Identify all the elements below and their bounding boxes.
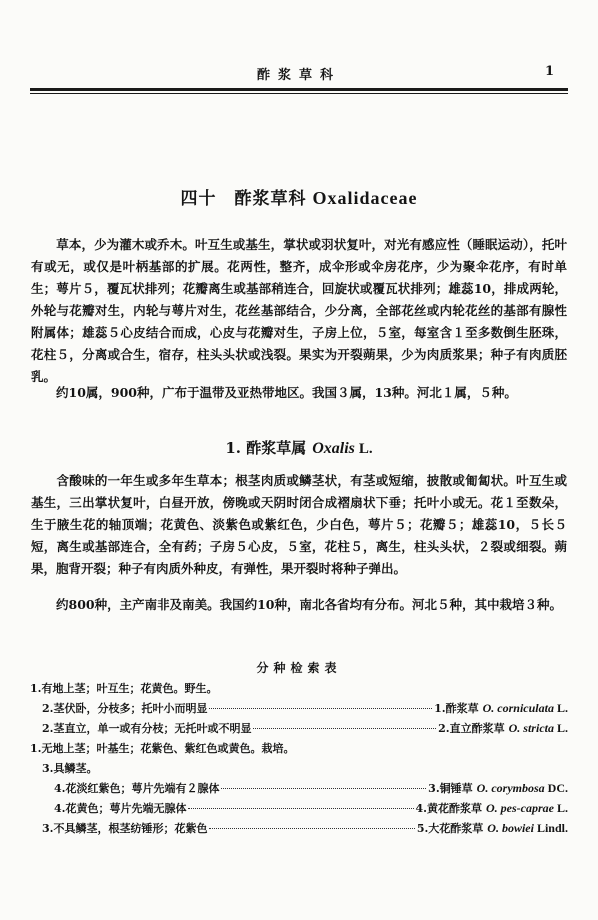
family-heading-cn: 四十 酢浆草科 <box>180 189 307 209</box>
key-result <box>417 820 568 836</box>
key-row <box>54 780 568 800</box>
key-lead: 3.不具鳞茎，根茎纺锤形；花紫色 <box>42 822 208 835</box>
species-name-latin: O. corniculata <box>482 701 554 715</box>
species-author: L. <box>556 701 568 715</box>
key-result <box>416 800 568 816</box>
leader-dots <box>253 728 436 729</box>
key-result <box>438 720 568 736</box>
key-lead: 1.有地上茎；叶互生；花黄色。野生。 <box>30 682 218 695</box>
species-author: Lindl. <box>536 821 568 835</box>
key-row <box>54 800 568 820</box>
key-row <box>30 680 217 700</box>
page-number: 1 <box>544 64 554 79</box>
header-rule-thick <box>30 88 568 91</box>
running-header <box>0 64 598 84</box>
leader-dots <box>209 828 414 829</box>
key-row <box>30 740 294 760</box>
key-result <box>428 780 568 796</box>
header-rule-thin <box>30 93 568 94</box>
species-name-cn: 4.黄花酢浆草 <box>415 802 482 815</box>
family-heading <box>0 184 598 209</box>
family-distribution: 约10属，900种，广布于温带及亚热带地区。我国３属，13种。河北１属，５种。 <box>31 385 517 400</box>
family-heading-latin: Oxalidaceae <box>312 188 418 208</box>
running-title: 酢浆草科 <box>256 68 341 83</box>
key-row <box>42 700 568 720</box>
species-name-cn: 2.直立酢浆草 <box>438 722 505 735</box>
key-lead: 2.茎伏卧，分枝多；托叶小而明显 <box>42 702 208 715</box>
key-row <box>42 720 568 740</box>
key-lead: 4.花淡红紫色；萼片先端有２腺体 <box>54 782 220 795</box>
genus-description: 含酸味的一年生或多年生草本；根茎肉质或鳞茎状，有茎或短缩，披散或匍匐状。叶互生或基生，三出掌状复叶，白昼开放，傍晚或天阴时闭合成褶扇状下垂；托叶小或无。花１至数朵，生于腋生花的轴顶端；花黄色、淡紫色或紫红色，少白色，萼片５；花瓣５；雄蕊10，５长５短，离生或基部连合，全有药；子房５心皮，５室，花柱５，离生，柱头头状，２裂或细裂。蒴果，胞背开裂；种子有肉质外种皮，有弹性，果开裂时将种子弹出。 <box>31 473 567 576</box>
genus-heading-cn: 1. 酢浆草属 <box>225 439 307 457</box>
key-lead: 4.花黄色；萼片先端无腺体 <box>54 802 187 815</box>
key-lead: 2.茎直立，单一或有分枝；无托叶或不明显 <box>42 722 252 735</box>
genus-heading-author: L. <box>358 441 373 457</box>
key-result <box>434 700 568 716</box>
species-name-latin: O. pes-caprae <box>486 801 554 815</box>
species-author: L. <box>556 801 568 815</box>
leader-dots <box>188 808 413 809</box>
leader-dots <box>209 708 432 709</box>
species-name-latin: O. bowiei <box>487 821 534 835</box>
key-lead: 3.具鳞茎。 <box>42 762 98 775</box>
species-name-cn: 5.大花酢浆草 <box>416 822 484 835</box>
key-row <box>42 820 568 840</box>
genus-heading <box>0 437 598 458</box>
key-title: 分种检索表 <box>256 661 342 675</box>
species-name-cn: 3.铜锤草 <box>428 782 473 795</box>
genus-heading-latin: Oxalis <box>312 440 355 457</box>
species-name-cn: 1.酢浆草 <box>434 702 479 715</box>
key-lead: 1.无地上茎；叶基生；花紫色、紫红色或黄色。栽培。 <box>30 742 295 755</box>
key-row <box>42 760 97 780</box>
family-description: 草本，少为灌木或乔木。叶互生或基生，掌状或羽状复叶，对光有感应性（睡眠运动），托叶有或无，或仅是叶柄基部的扩展。花两性，整齐，成伞形或伞房花序，少为聚伞花序，有时单生；萼片５，覆瓦状排列；花瓣离生或基部稍连合，回旋状或覆瓦状排列；雄蕊10，排成两轮，外轮与花瓣对生，内轮与萼片对生，花丝基部结合，少分离，全部花丝或内轮花丝的基部有腺性附属体；雄蕊５心皮结合而成，心皮与花瓣对生，子房上位，５室，每室含１至多数倒生胚珠，花柱５，分离或合生，宿存，柱头头状或浅裂。果实为开裂蒴果，少为肉质浆果；种子有肉质胚乳。 <box>31 237 567 384</box>
species-author: L. <box>556 721 568 735</box>
genus-distribution: 约800种，主产南非及南美。我国约10种，南北各省均有分布。河北５种，其中栽培３种。 <box>31 597 562 612</box>
species-author: DC. <box>547 781 568 795</box>
species-name-latin: O. stricta <box>508 721 554 735</box>
leader-dots <box>221 788 426 789</box>
species-name-latin: O. corymbosa <box>476 781 545 795</box>
